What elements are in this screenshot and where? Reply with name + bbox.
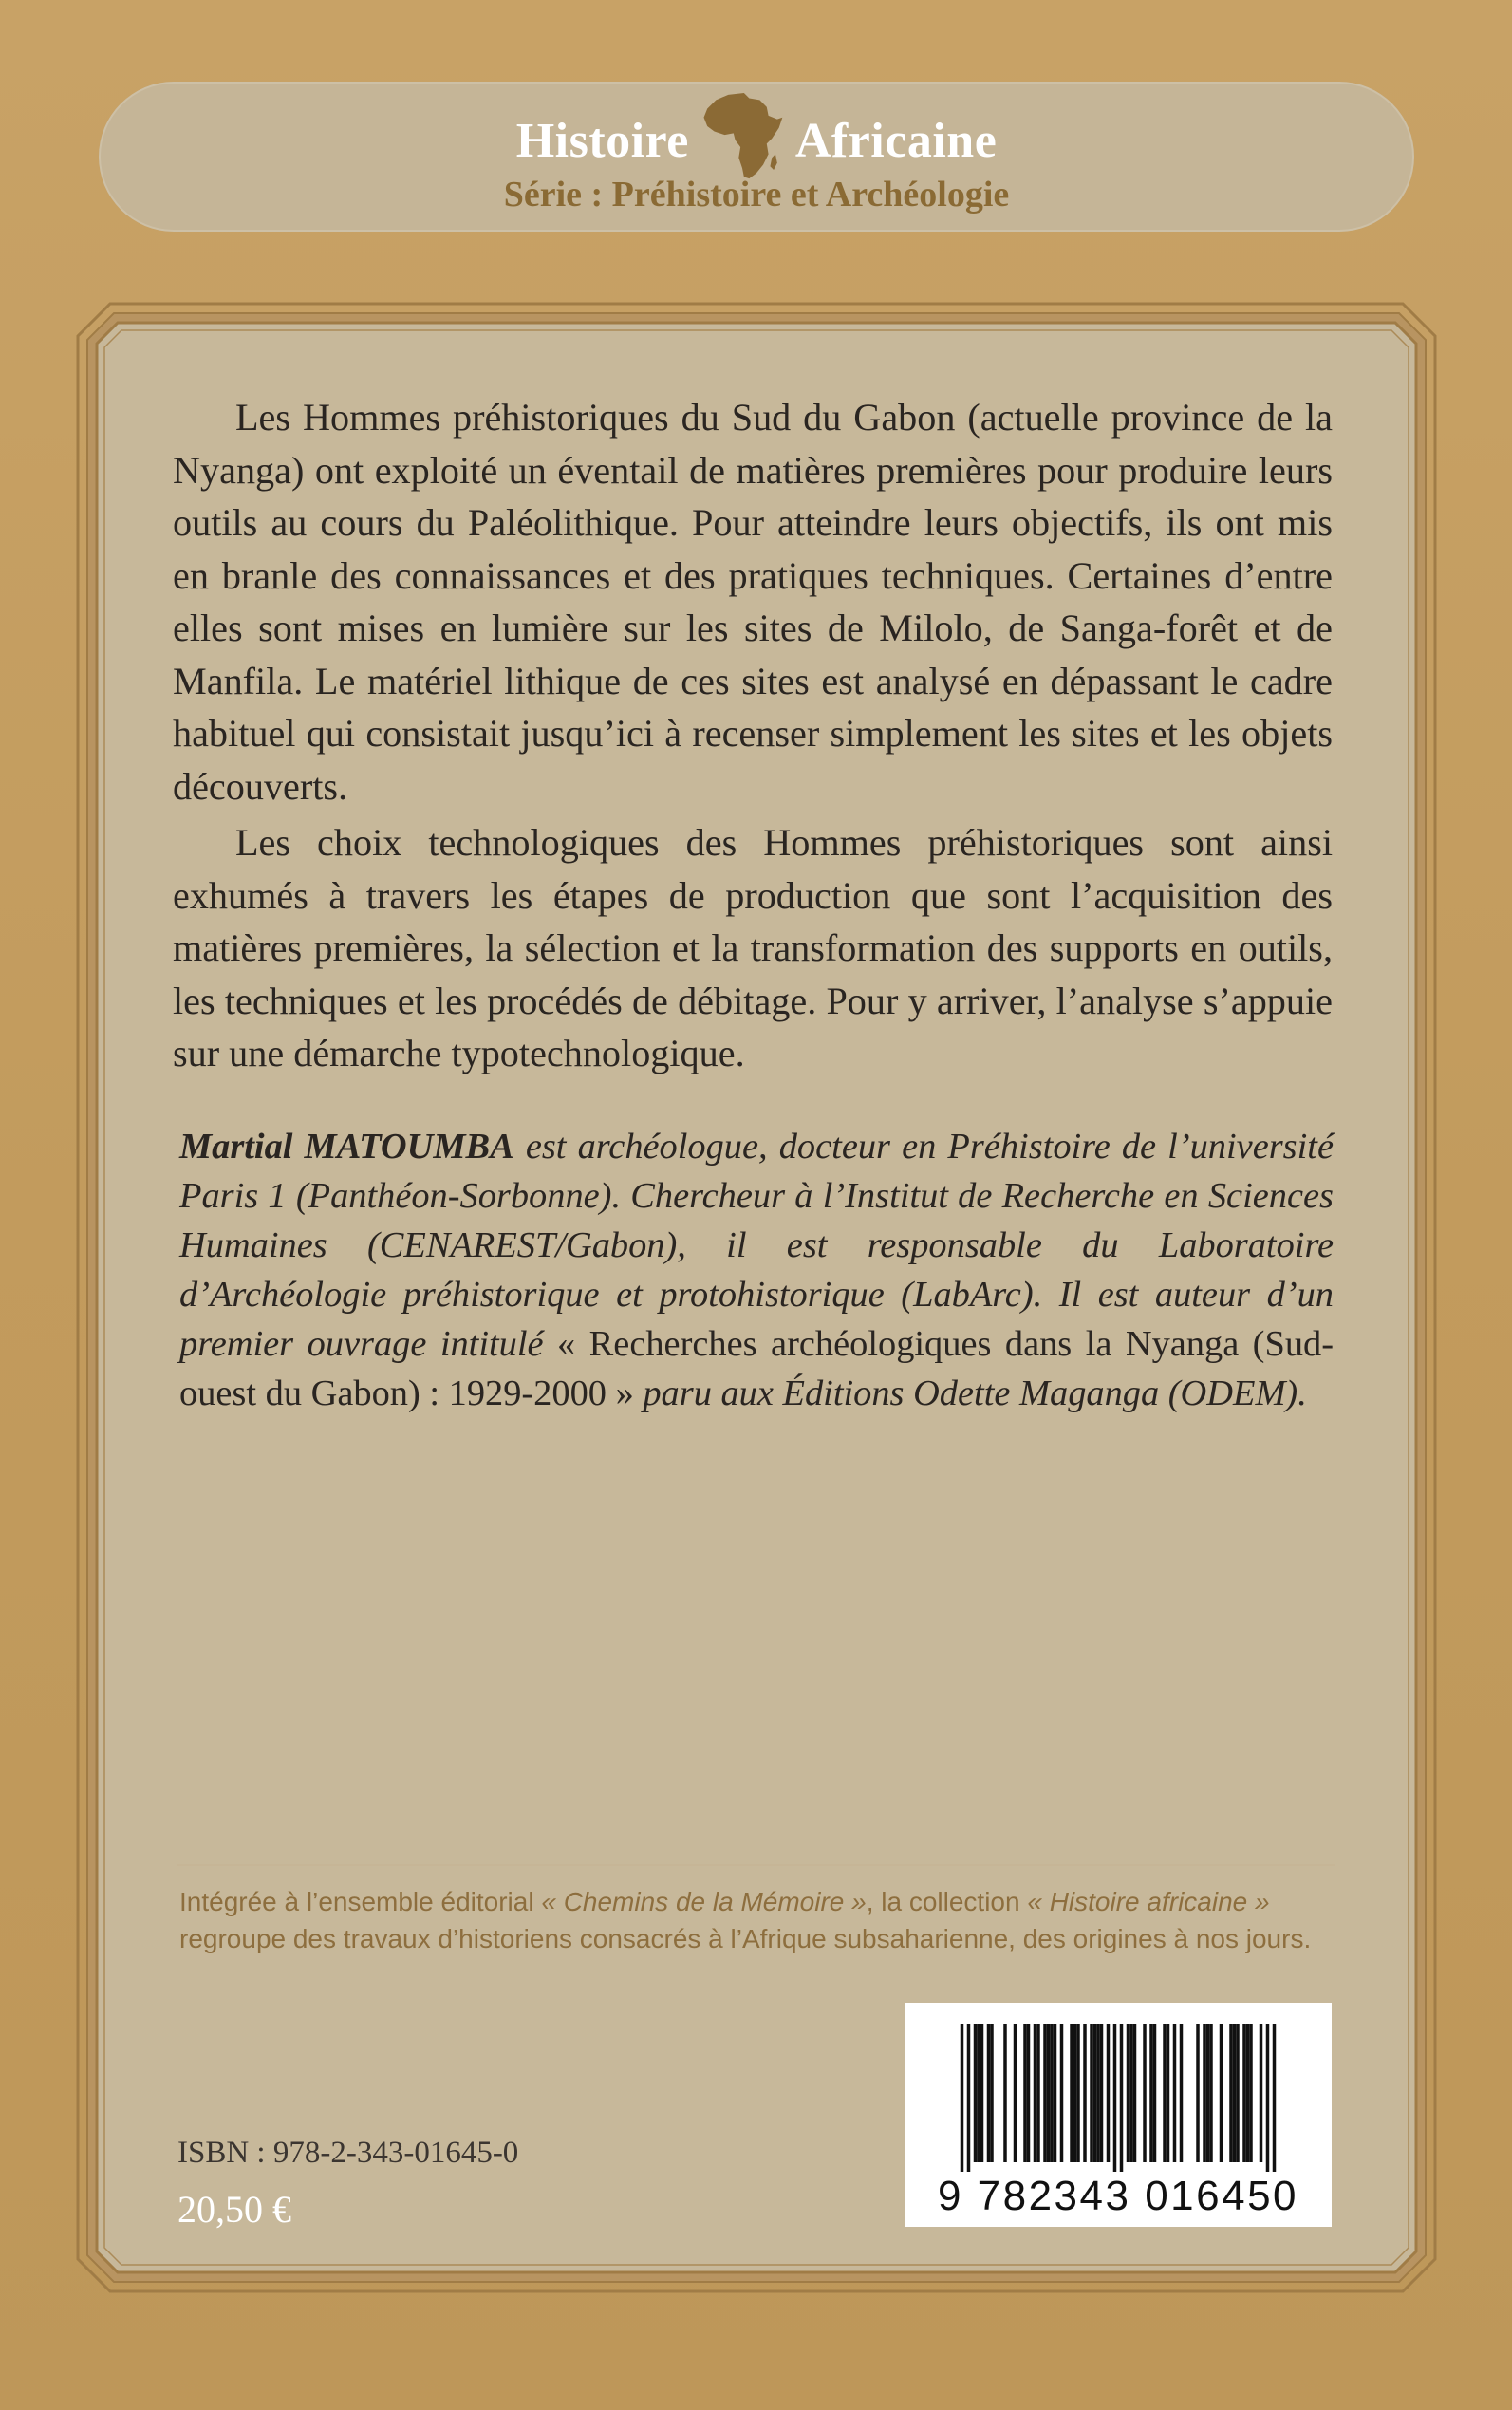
barcode-bar	[1127, 2024, 1130, 2162]
summary-paragraph-1: Les Hommes préhistoriques du Sud du Gabon (actuelle province de la Nyanga) ont exploité un éventail de matières premières pour produire leurs outils au cours du Paléolithique. Pour atteindre leurs objectifs, ils ont mis en branle des connaissances et des pratiques techniques. Certaines d’entre elles sont mises en lumière sur les sites de Milolo, de Sanga-forêt et de Manfila. Le matériel lithique de ces sites est analysé en dépassant le cadre habituel qui consistait jusqu’ici à recenser simplement les sites et les objets découverts.	[173, 396, 1333, 808]
barcode-digits: 9 782343 016450	[937, 2173, 1299, 2219]
barcode-bar	[1043, 2024, 1047, 2162]
barcode-bar	[1113, 2024, 1117, 2172]
barcode-bar	[1220, 2024, 1223, 2162]
barcode-bar	[1153, 2024, 1157, 2162]
series-title	[99, 108, 1414, 175]
ensemble-name: « Chemins de la Mémoire »	[541, 1887, 867, 1916]
author-previous-work: « Recherches archéologiques dans la Nyanga (Sud-ouest du Gabon) : 1929-2000 »	[179, 1324, 1334, 1413]
barcode-bar	[1096, 2024, 1100, 2162]
barcode-bar	[1047, 2024, 1051, 2162]
barcode-bar	[1093, 2024, 1097, 2162]
barcode-bar	[1167, 2024, 1170, 2162]
barcode-bar	[1003, 2024, 1007, 2162]
series-banner	[99, 82, 1414, 232]
barcode-bar	[1050, 2024, 1054, 2162]
barcode-bar	[1023, 2024, 1027, 2162]
barcode-bar	[1246, 2024, 1250, 2162]
barcode-bar	[1173, 2024, 1177, 2162]
price: 20,50 €	[177, 2188, 291, 2231]
barcode-bar	[1090, 2024, 1093, 2162]
barcode-bar	[990, 2024, 994, 2162]
subseries-title: Série : Préhistoire et Archéologie	[503, 175, 1010, 215]
barcode-bar	[967, 2024, 971, 2172]
series-word-histoire: Histoire	[515, 114, 689, 168]
barcode-bar	[980, 2024, 984, 2162]
barcode-bar	[1073, 2024, 1077, 2162]
collection-text-3: regroupe des travaux d’historiens consacrés à l’Afrique subsaharienne, des origines à nos jours.	[179, 1924, 1312, 1953]
summary-paragraph-2: Les choix technologiques des Hommes préhistoriques sont ainsi exhumés à travers les étapes de production que sont l’acquisition des matières premières, la sélection et la transformation des supports en outils, les techniques et les procédés de débitage. Pour y arriver, l’analyse s’appuie sur une démarche typotechnologique.	[173, 821, 1333, 1074]
barcode-bar	[1129, 2024, 1133, 2162]
barcode-bar	[1054, 2024, 1057, 2162]
barcode-bar	[1070, 2024, 1073, 2162]
series-word-africaine: Africaine	[794, 114, 998, 168]
collection-text-1: Intégrée à l’ensemble éditorial	[179, 1887, 542, 1916]
barcode-bar	[1242, 2024, 1246, 2162]
barcode-bar	[1143, 2024, 1147, 2162]
barcode-bar	[1163, 2024, 1167, 2162]
collection-name: « Histoire africaine »	[1027, 1887, 1270, 1916]
barcode-bar	[987, 2024, 991, 2162]
barcode-bar	[1180, 2024, 1184, 2162]
barcode-bar	[1027, 2024, 1031, 2162]
barcode-bar	[1076, 2024, 1080, 2162]
barcode-bar	[1260, 2024, 1263, 2162]
barcode-bar	[1133, 2024, 1137, 2162]
author-bio	[179, 1122, 1334, 1418]
author-name: Martial MATOUMBA	[179, 1127, 514, 1167]
barcode	[905, 2003, 1332, 2227]
africa-map-icon	[699, 91, 786, 182]
barcode-icon	[905, 2003, 1332, 2174]
barcode-bar	[1107, 2024, 1111, 2162]
collection-note	[179, 1883, 1332, 1957]
barcode-bar	[1196, 2024, 1200, 2162]
barcode-bar	[1120, 2024, 1124, 2172]
barcode-bar	[1273, 2024, 1277, 2172]
author-bio-text-2: paru aux Éditions Odette Maganga (ODEM).	[633, 1373, 1307, 1413]
barcode-bar	[1149, 2024, 1153, 2162]
barcode-bar	[1229, 2024, 1233, 2162]
barcode-bar	[974, 2024, 978, 2162]
barcode-bar	[1233, 2024, 1237, 2162]
barcode-bar	[961, 2024, 964, 2172]
isbn: ISBN : 978-2-343-01645-0	[177, 2136, 519, 2170]
divider	[177, 1864, 1335, 1866]
barcode-bar	[1203, 2024, 1206, 2162]
collection-text-2: , la collection	[866, 1887, 1028, 1916]
barcode-bar	[977, 2024, 980, 2162]
barcode-bar	[1236, 2024, 1240, 2162]
barcode-bar	[1060, 2024, 1064, 2162]
summary-block	[173, 391, 1333, 1080]
barcode-bar	[1266, 2024, 1270, 2172]
barcode-bar	[1014, 2024, 1017, 2162]
barcode-bar	[1083, 2024, 1087, 2162]
barcode-bar	[1100, 2024, 1104, 2162]
author-bio-text-1: est archéologue, docteur en Préhistoire de l’université Paris 1 (Panthéon-Sorbonne). Chercheur à l’Institut de Recherche en Sciences Humaines (CENAREST/Gabon), il est responsable du Laboratoire d’Archéologie préhistorique et protohistorique (LabArc). Il est auteur d’un premier ouvrage intitulé	[179, 1127, 1334, 1364]
barcode-bar	[1209, 2024, 1213, 2162]
barcode-bar	[1206, 2024, 1210, 2162]
barcode-bar	[1249, 2024, 1253, 2162]
barcode-bar	[1036, 2024, 1040, 2162]
barcode-bar	[1034, 2024, 1037, 2162]
